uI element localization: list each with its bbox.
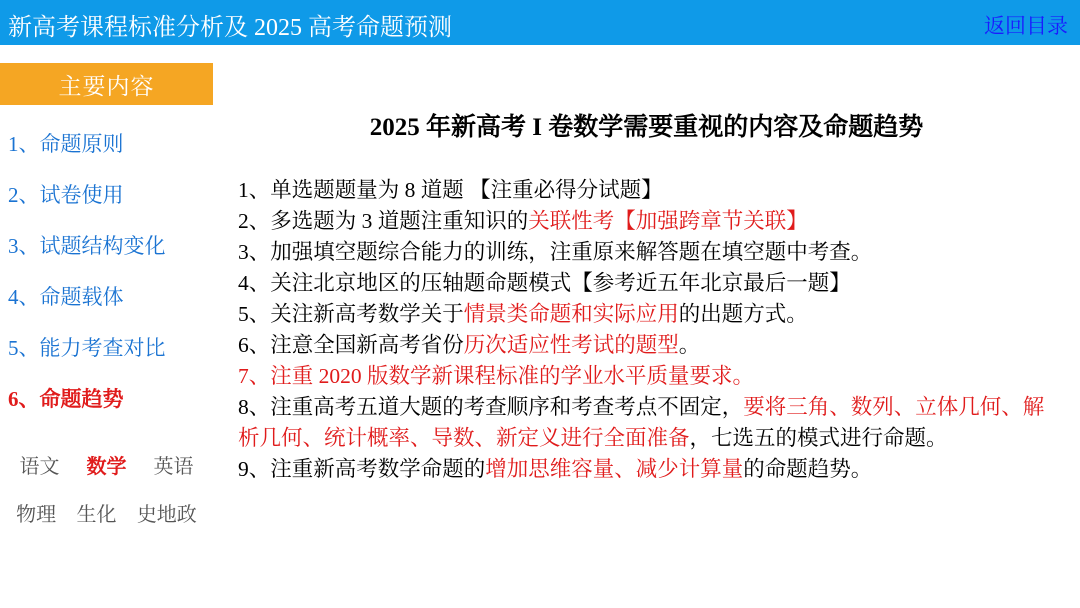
content-line-7-segment-1: 7、注重 2020 版数学新课程标准的学业水平质量要求。 [238,364,755,388]
content-line-8-segment-1: 8、注重高考五道大题的考查顺序和考查考点不固定， [238,395,744,419]
sidebar-item-6[interactable]: 6、命题趋势 [8,386,124,411]
subject-row-2 [0,488,213,536]
subject-selector [0,440,213,536]
subject-chinese[interactable]: 语文 [19,455,60,478]
content-line-6 [238,330,1063,361]
content-line-4-segment-1: 4、关注北京地区的压轴题命题模式【参考近五年北京最后一题】 [238,271,851,295]
content-line-4 [238,268,1063,299]
return-to-contents-link[interactable]: 返回目录 [984,14,1068,38]
sidebar-heading-label: 主要内容 [58,73,155,99]
sidebar-nav-list [0,117,213,423]
content-line-3-segment-1: 3、加强填空题综合能力的训练，注重原来解答题在填空题中考查。 [238,240,873,264]
content-line-5-segment-1: 5、关注新高考数学关于 [238,302,464,326]
content-line-8 [238,392,1063,454]
content-line-8-segment-3: ，七选五的模式进行命题。 [689,426,948,450]
content-line-9-segment-1: 9、注重新高考数学命题的 [238,457,486,481]
subject-english[interactable]: 英语 [153,455,194,478]
sidebar-item-2[interactable]: 2、试卷使用 [8,182,124,207]
sidebar-item-4[interactable]: 4、命题载体 [8,284,124,309]
content-line-1-segment-1: 1、单选题题量为 8 道题 【注重必得分试题】 [238,178,663,202]
header-bar [0,0,1080,45]
page-title: 新高考课程标准分析及 2025 高考命题预测 [8,15,452,41]
sidebar-item-3[interactable]: 3、试题结构变化 [8,233,166,258]
sidebar-item-5[interactable]: 5、能力考查对比 [8,335,166,360]
content-line-9-segment-3: 的命题趋势。 [743,457,873,481]
content-line-5-segment-3: 的出题方式。 [678,302,808,326]
content-line-1 [238,175,1063,206]
subject-row-1 [0,440,213,488]
sidebar-heading [0,63,213,105]
content-line-9-segment-2: 增加思维容量、减少计算量 [485,457,744,481]
content-line-5-segment-2: 情景类命题和实际应用 [463,302,679,326]
sidebar [0,45,213,608]
subject-math[interactable]: 数学 [86,455,127,478]
content-line-5 [238,299,1063,330]
content-body [238,175,1063,485]
content-line-6-segment-3: 。 [678,333,701,357]
sidebar-item-1[interactable]: 1、命题原则 [8,131,124,156]
content-line-2-segment-2: 关联性考【加强跨章节关联】 [528,209,808,233]
content-line-2-segment-1: 2、多选题为 3 道题注重知识的 [238,209,529,233]
subject-physics[interactable]: 物理 [16,503,57,526]
content-line-2 [238,206,1063,237]
main-content [213,45,1080,608]
content-title: 2025 年新高考 I 卷数学需要重视的内容及命题趋势 [369,114,924,141]
subject-history-geo-politics[interactable]: 史地政 [136,503,197,526]
content-line-6-segment-1: 6、注意全国新高考省份 [238,333,464,357]
content-line-8-segment-2: 要将三角、数列、立体几何、解析几何、统计概率、导数、新定义进行全面准备 [238,395,1045,450]
subject-biochem[interactable]: 生化 [76,503,117,526]
content-line-9 [238,454,1063,485]
content-line-7 [238,361,1063,392]
content-line-6-segment-2: 历次适应性考试的题型 [463,333,679,357]
content-line-3 [238,237,1063,268]
